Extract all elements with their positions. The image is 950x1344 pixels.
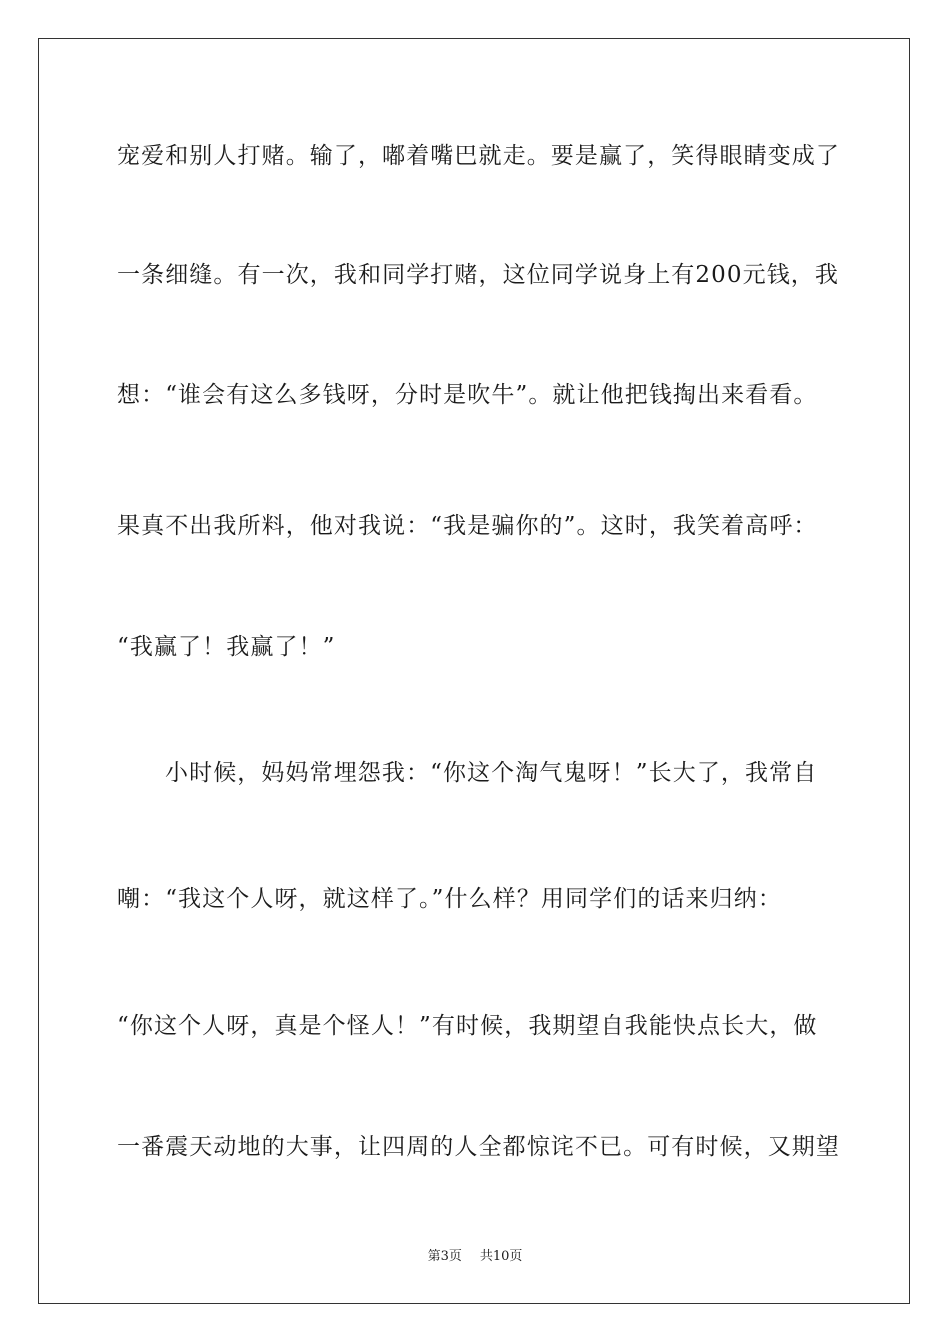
body-line-5: “我赢了！我赢了！” <box>117 634 336 660</box>
body-line-2: 一条细缝。有一次，我和同学打赌，这位同学说身上有200元钱，我 <box>117 262 839 288</box>
page-footer <box>0 1248 950 1266</box>
body-line-9: 一番震天动地的大事，让四周的人全都惊诧不已。可有时候，又期望 <box>117 1134 840 1160</box>
body-line-6: 小时候，妈妈常埋怨我：“你这个淘气鬼呀！”长大了，我常自 <box>165 760 818 786</box>
page-border <box>38 38 910 1304</box>
body-line-7: 嘲：“我这个人呀，就这样了。”什么样？用同学们的话来归纳： <box>117 886 782 912</box>
body-line-1: 宠爱和别人打赌。输了，嘟着嘴巴就走。要是赢了，笑得眼睛变成了 <box>117 143 840 169</box>
body-line-8: “你这个人呀，真是个怪人！”有时候，我期望自我能快点长大，做 <box>117 1013 818 1039</box>
body-line-4: 果真不出我所料，他对我说：“我是骗你的”。这时，我笑着高呼： <box>117 513 818 539</box>
page-number: 第3页 <box>427 1249 462 1264</box>
page-total: 共10页 <box>479 1249 523 1264</box>
body-line-3: 想：“谁会有这么多钱呀，分时是吹牛”。就让他把钱掏出来看看。 <box>117 382 818 408</box>
